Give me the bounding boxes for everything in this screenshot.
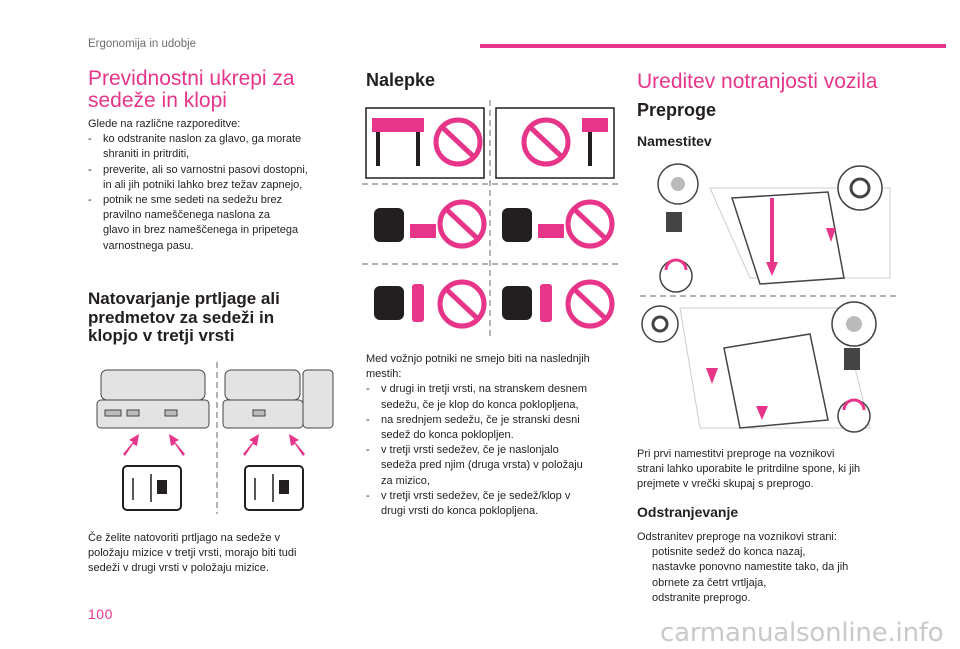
list-item: - na srednjem sedežu, če je stranski desni sedež do konca poklopljen. <box>366 413 580 442</box>
col3-heading-install: Namestitev <box>637 133 712 149</box>
col1-precautions <box>88 117 350 254</box>
sticker-illustration-grid <box>362 100 620 338</box>
col3-remove-text: Odstranitev preproge na voznikovi strani: potisnite sedež do konca nazaj, nastavke ponovno namestite tako, da jih obrnete za četrt vrtljaja, odstranite preprogo. <box>637 530 899 606</box>
col3-heading-remove: Odstranjevanje <box>637 504 739 520</box>
col1-intro: Glede na različne razporeditve: <box>88 118 241 130</box>
floor-mat-bottom <box>724 334 828 428</box>
list-item: nastavke ponovno namestite tako, da jih obrnete za četrt vrtljaja, <box>652 561 849 589</box>
sticker-folded-bench <box>366 108 484 178</box>
sticker-row3-left <box>374 282 484 326</box>
luggage-seat-illustration <box>95 362 340 517</box>
col3-heading-mats: Preproge <box>637 100 717 120</box>
arrow-icons <box>123 434 305 456</box>
col2-text: Med vožnjo potniki ne smejo biti na naslednjih mestih: - v drugi in tretji vrsti, na stranskem desnem sedežu, če je klop do konca poklopljena, - na srednjem sedežu, če je stranski desni sedež do konca poklopljen. - v tretji vrsti sedežev, če je naslonjalo sedeža pred njim (druga vrsta) v položaju za mizico, - v tretji vrsti sedežev, če je sedež/klop v drugi vrsti do konca poklopljena. <box>366 352 628 519</box>
sticker-row2-right <box>502 202 612 246</box>
floor-mat-illustration <box>640 158 898 438</box>
sticker-row2-left <box>374 202 484 246</box>
list-item: - v tretji vrsti sedežev, če je naslonjalo sedeža pred njim (druga vrsta) v položaju za mizico, <box>366 444 583 487</box>
list-item: - v drugi in tretji vrsti, na stranskem desnem sedežu, če je klop do konca poklopljena, <box>366 383 588 411</box>
col1-heading-luggage: Natovarjanje prtljage ali predmetov za sedeži in klopjo v tretji vrsti <box>88 289 280 345</box>
sticker-row3-right <box>502 282 612 326</box>
manual-book-icon <box>123 466 303 510</box>
col3-install-text: Pri prvi namestitvi preproge na voznikovi strani lahko uporabite le pritrdilne spone, ki jih prejmete v vrečki skupaj s preprogo. <box>637 448 861 491</box>
col1-luggage-text: Če želite natovoriti prtljago na sedeže v položaju mizice v tretji vrsti, morajo biti tudi sedeži v drugi vrsti v položaju mizice. <box>88 532 297 575</box>
section-title: Ergonomija in udobje <box>88 38 197 50</box>
list-item: - potnik ne sme sedeti na sedežu brez pravilno nameščenega naslona za glavo in brez nameščenega in pripetega varnostnega pasu. <box>88 194 299 252</box>
clip-turn-icon <box>660 260 692 292</box>
floor-mat-top <box>732 192 844 284</box>
clip-turn-icon <box>838 400 870 432</box>
col2-title: Nalepke <box>366 70 436 90</box>
col3-title: Ureditev notranjosti vozila <box>637 70 878 93</box>
watermark: carmanualsonline.info <box>660 618 944 648</box>
col1-title: Previdnostni ukrepi za sedeže in klopi <box>88 67 295 112</box>
steering-wheel-icon <box>838 166 882 210</box>
bench-left <box>97 370 209 428</box>
list-item: odstranite preprogo. <box>652 591 751 604</box>
list-item: - v tretji vrsti sedežev, če je sedež/klop v drugi vrsti do konca poklopljena. <box>366 489 571 518</box>
steering-wheel-icon <box>642 306 678 342</box>
list-item: - preverite, ali so varnostni pasovi dostopni, in ali jih potniki lahko brez težav zapnejo, <box>88 163 308 191</box>
sticker-folded-seat <box>496 108 614 178</box>
list-item: potisnite sedež do konca nazaj, <box>652 546 806 559</box>
header-accent-bar <box>480 44 946 48</box>
list-item: - ko odstranite naslon za glavo, ga morate shraniti in pritrditi, <box>88 133 302 161</box>
bench-right <box>223 370 333 428</box>
page-number: 100 <box>88 606 113 622</box>
